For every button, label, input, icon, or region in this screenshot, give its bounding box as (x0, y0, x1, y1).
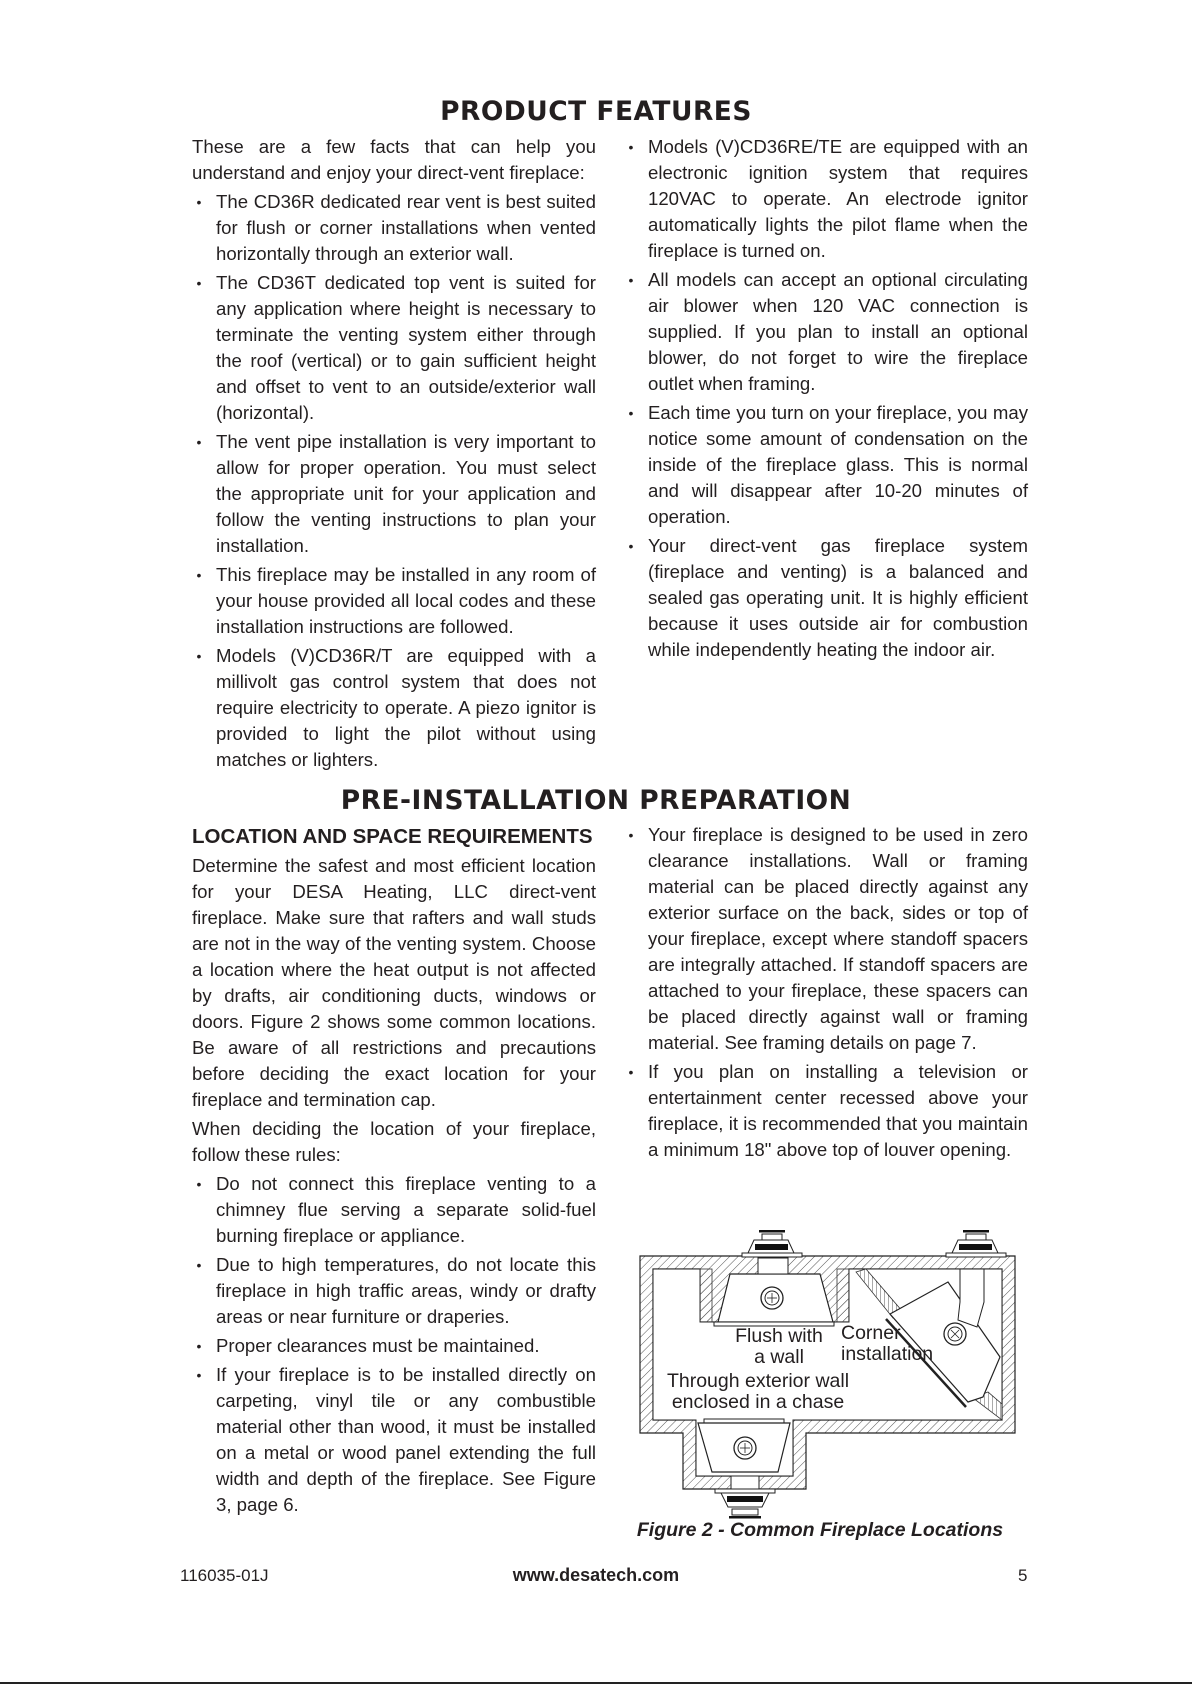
list-item: • If your fireplace is to be installed directly on carpeting, vinyl tile or any combustible material other than wood, it must be installed on a metal or wood panel extending the full width and depth of the fireplace. See Figure 3, page 6. (192, 1362, 596, 1518)
bullet-icon: • (628, 1064, 634, 1080)
bullet-icon: • (628, 139, 634, 155)
pre-installation-left-column (192, 822, 596, 1521)
corner-installation-label: Corner installation (841, 1322, 934, 1365)
vent-cap-top-corner (946, 1230, 1006, 1257)
bullet-icon: • (628, 827, 634, 843)
pre-installation-heading: PRE-INSTALLATION PREPARATION (340, 785, 852, 816)
bullet-icon: • (196, 1338, 202, 1354)
location-paragraph: Determine the safest and most efficient location for your DESA Heating, LLC direct-vent fireplace. Make sure that rafters and wall studs are not in the way of the venting system. Choose a location where the heat output is not affected by drafts, air conditioning ducts, windows or doors. Figure 2 shows some common locations. Be aware of all restrictions and precautions before deciding the exact location for your fireplace and termination cap. (192, 855, 596, 1110)
list-item: • Proper clearances must be maintained. (192, 1333, 596, 1359)
chase-label: Through exterior wall enclosed in a chase (666, 1370, 850, 1413)
document-number: 116035-01J (180, 1566, 269, 1585)
fireplace-locations-diagram (628, 1222, 1028, 1522)
bullet-icon: • (196, 1257, 202, 1273)
list-item: • All models can accept an optional circulating air blower when 120 VAC connection is supplied. If you plan to install an optional blower, do not forget to wire the fireplace outlet when framing. (624, 267, 1028, 397)
product-features-left-column (192, 134, 596, 776)
bullet-icon: • (196, 648, 202, 664)
list-item: • Due to high temperatures, do not locate this fireplace in high traffic areas, windy or drafty areas or near furniture or draperies. (192, 1252, 596, 1330)
page-number: 5 (1018, 1566, 1028, 1585)
bullet-icon: • (628, 538, 634, 554)
list-item: • Models (V)CD36RE/TE are equipped with an electronic ignition system that requires 120VAC to operate. An electrode ignitor automatically lights the pilot flame when the fireplace is turned on. (624, 134, 1028, 264)
features-left-list (192, 189, 596, 773)
list-item: • The CD36R dedicated rear vent is best suited for flush or corner installations when vented horizontally through an exterior wall. (192, 189, 596, 267)
bullet-icon: • (196, 275, 202, 291)
rules-intro: When deciding the location of your fireplace, follow these rules: (192, 1118, 596, 1165)
rules-list (192, 1171, 596, 1518)
bullet-icon: • (196, 567, 202, 583)
figure-caption: Figure 2 - Common Fireplace Locations (636, 1519, 1004, 1541)
list-item: • Your direct-vent gas fireplace system (fireplace and venting) is a balanced and sealed gas operating unit. It is highly efficient because it uses outside air for combustion while independently heating the indoor air. (624, 533, 1028, 663)
product-features-heading: PRODUCT FEATURES (440, 96, 752, 127)
list-item: • Your fireplace is designed to be used in zero clearance installations. Wall or framing material can be placed directly against any exterior surface on the back, sides or top of your fireplace, except where standoff spacers are integrally attached. If standoff spacers are attached to your fireplace, these spacers can be placed directly against wall or framing material. See framing details on page 7. (624, 822, 1028, 1056)
pre-installation-right-column (624, 822, 1028, 1166)
list-item: • Models (V)CD36R/T are equipped with a millivolt gas control system that does not require electricity to operate. A piezo ignitor is provided to light the pilot without using matches or lighters. (192, 643, 596, 773)
list-item: • If you plan on installing a television or entertainment center recessed above your fireplace, it is recommended that you maintain a minimum 18" above top of louver opening. (624, 1059, 1028, 1163)
bullet-icon: • (196, 1367, 202, 1383)
prep-right-list (624, 822, 1028, 1163)
bullet-icon: • (196, 434, 202, 450)
list-item: • The vent pipe installation is very important to allow for proper operation. You must select the appropriate unit for your application and follow the venting instructions to plan your installation. (192, 429, 596, 559)
bullet-icon: • (196, 1176, 202, 1192)
bullet-icon: • (196, 194, 202, 210)
bullet-icon: • (628, 272, 634, 288)
flush-wall-label: Flush with a wall (735, 1325, 823, 1368)
page-bottom-rule (0, 1682, 1192, 1684)
list-item: • This fireplace may be installed in any room of your house provided all local codes and these installation instructions are followed. (192, 562, 596, 640)
list-item: • Do not connect this fireplace venting to a chimney flue serving a separate solid-fuel burning fireplace or appliance. (192, 1171, 596, 1249)
product-features-right-column (624, 134, 1028, 666)
location-subheading: LOCATION AND SPACE REQUIREMENTS (192, 825, 593, 848)
features-intro: These are a few facts that can help you understand and enjoy your direct-vent fireplace: (192, 136, 596, 183)
website-link[interactable]: www.desatech.com (512, 1565, 680, 1585)
vent-cap-bottom (715, 1489, 775, 1519)
vent-cap-top-flush (742, 1230, 802, 1257)
features-right-list (624, 134, 1028, 663)
list-item: • Each time you turn on your fireplace, you may notice some amount of condensation on the inside of the fireplace glass. This is normal and will disappear after 10-20 minutes of operation. (624, 400, 1028, 530)
list-item: • The CD36T dedicated top vent is suited for any application where height is necessary to terminate the venting system either through the roof (vertical) or to gain sufficient height and offset to vent to an outside/exterior wall (horizontal). (192, 270, 596, 426)
bullet-icon: • (628, 405, 634, 421)
